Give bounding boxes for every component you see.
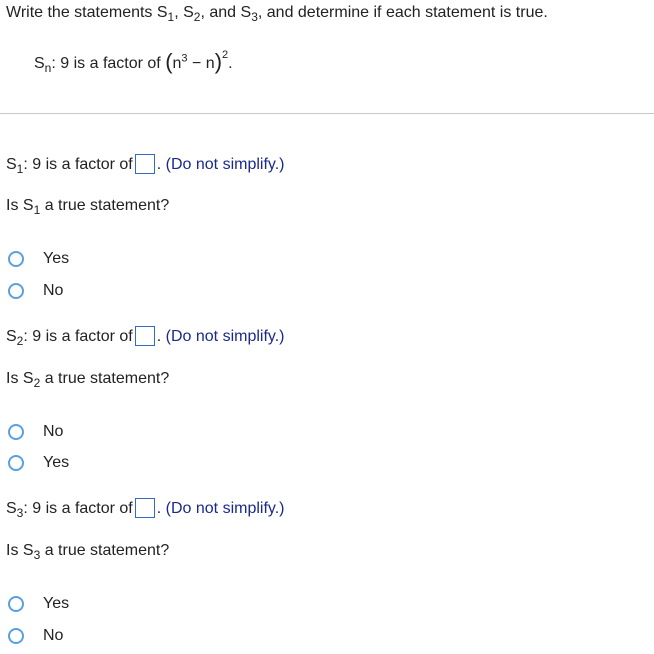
exponent-2: 2 [222, 48, 229, 61]
section-divider [0, 113, 654, 114]
sub-n: n [44, 61, 52, 75]
option-label: No [43, 423, 64, 440]
radio-button[interactable] [8, 628, 24, 644]
s3-statement [6, 498, 285, 519]
period: . [156, 500, 162, 517]
s2-answer-input[interactable] [135, 326, 155, 346]
question-suffix: a true statement? [40, 370, 170, 387]
s3-question [6, 541, 169, 561]
close-paren: ) [214, 49, 223, 74]
sub-3: 3 [16, 506, 24, 520]
exponent-3: 3 [181, 52, 188, 65]
option-label: No [43, 282, 64, 299]
option-label: Yes [43, 454, 70, 471]
s1-answer-input[interactable] [135, 154, 155, 174]
period: . [228, 55, 233, 72]
sub-2: 2 [33, 376, 41, 390]
s3-option-yes[interactable] [8, 593, 69, 615]
sub-1: 1 [167, 10, 175, 24]
s-letter: S [6, 328, 17, 345]
s3-answer-input[interactable] [135, 498, 155, 518]
radio-button[interactable] [8, 424, 24, 440]
instruction-suffix: , and determine if each statement is true. [257, 4, 548, 21]
period: . [156, 328, 162, 345]
s2-hint: (Do not simplify.) [165, 328, 285, 345]
s2-option-yes[interactable] [8, 452, 69, 474]
s1-statement [6, 154, 285, 175]
base-n: n [172, 55, 182, 72]
sn-statement [34, 48, 233, 75]
sub-2: 2 [193, 10, 201, 24]
s1-hint: (Do not simplify.) [165, 156, 285, 173]
s3-text: : 9 is a factor of [23, 500, 133, 517]
sub-2: 2 [16, 334, 24, 348]
option-label: Yes [43, 250, 70, 267]
option-label: Yes [43, 595, 70, 612]
s2-text: : 9 is a factor of [23, 328, 133, 345]
option-label: No [43, 627, 64, 644]
sub-3: 3 [33, 548, 41, 562]
instruction-text [6, 3, 548, 23]
s2-option-no[interactable] [8, 421, 63, 443]
s1-question [6, 196, 169, 216]
radio-button[interactable] [8, 455, 24, 471]
s-letter: S [6, 500, 17, 517]
instruction-prefix: Write the statements [6, 4, 157, 21]
sub-3: 3 [251, 10, 258, 24]
open-paren: ( [165, 49, 173, 74]
s1-text: : 9 is a factor of [23, 156, 133, 173]
s-letter: S [6, 156, 17, 173]
sub-1: 1 [33, 203, 41, 217]
s3-option-no[interactable] [8, 625, 63, 647]
question-suffix: a true statement? [40, 197, 170, 214]
question-prefix: Is S [6, 370, 34, 387]
sub-1: 1 [16, 162, 24, 176]
radio-button[interactable] [8, 283, 24, 299]
sep-2: , and [200, 4, 241, 21]
sn-text: : 9 is a factor of [51, 55, 166, 72]
s-letter: S [156, 4, 168, 21]
radio-button[interactable] [8, 251, 24, 267]
radio-button[interactable] [8, 596, 24, 612]
s1-option-yes[interactable] [8, 248, 69, 270]
period: . [156, 156, 162, 173]
s2-question [6, 369, 169, 389]
s1-option-no[interactable] [8, 280, 63, 302]
sep-1: , [174, 4, 184, 21]
question-prefix: Is S [6, 542, 34, 559]
minus-n: − n [187, 55, 215, 72]
question-prefix: Is S [6, 197, 34, 214]
s-letter: S [240, 4, 252, 21]
s-letter: S [34, 55, 45, 72]
s2-statement [6, 326, 285, 347]
s-letter: S [183, 4, 194, 21]
question-suffix: a true statement? [40, 542, 170, 559]
s3-hint: (Do not simplify.) [165, 500, 285, 517]
